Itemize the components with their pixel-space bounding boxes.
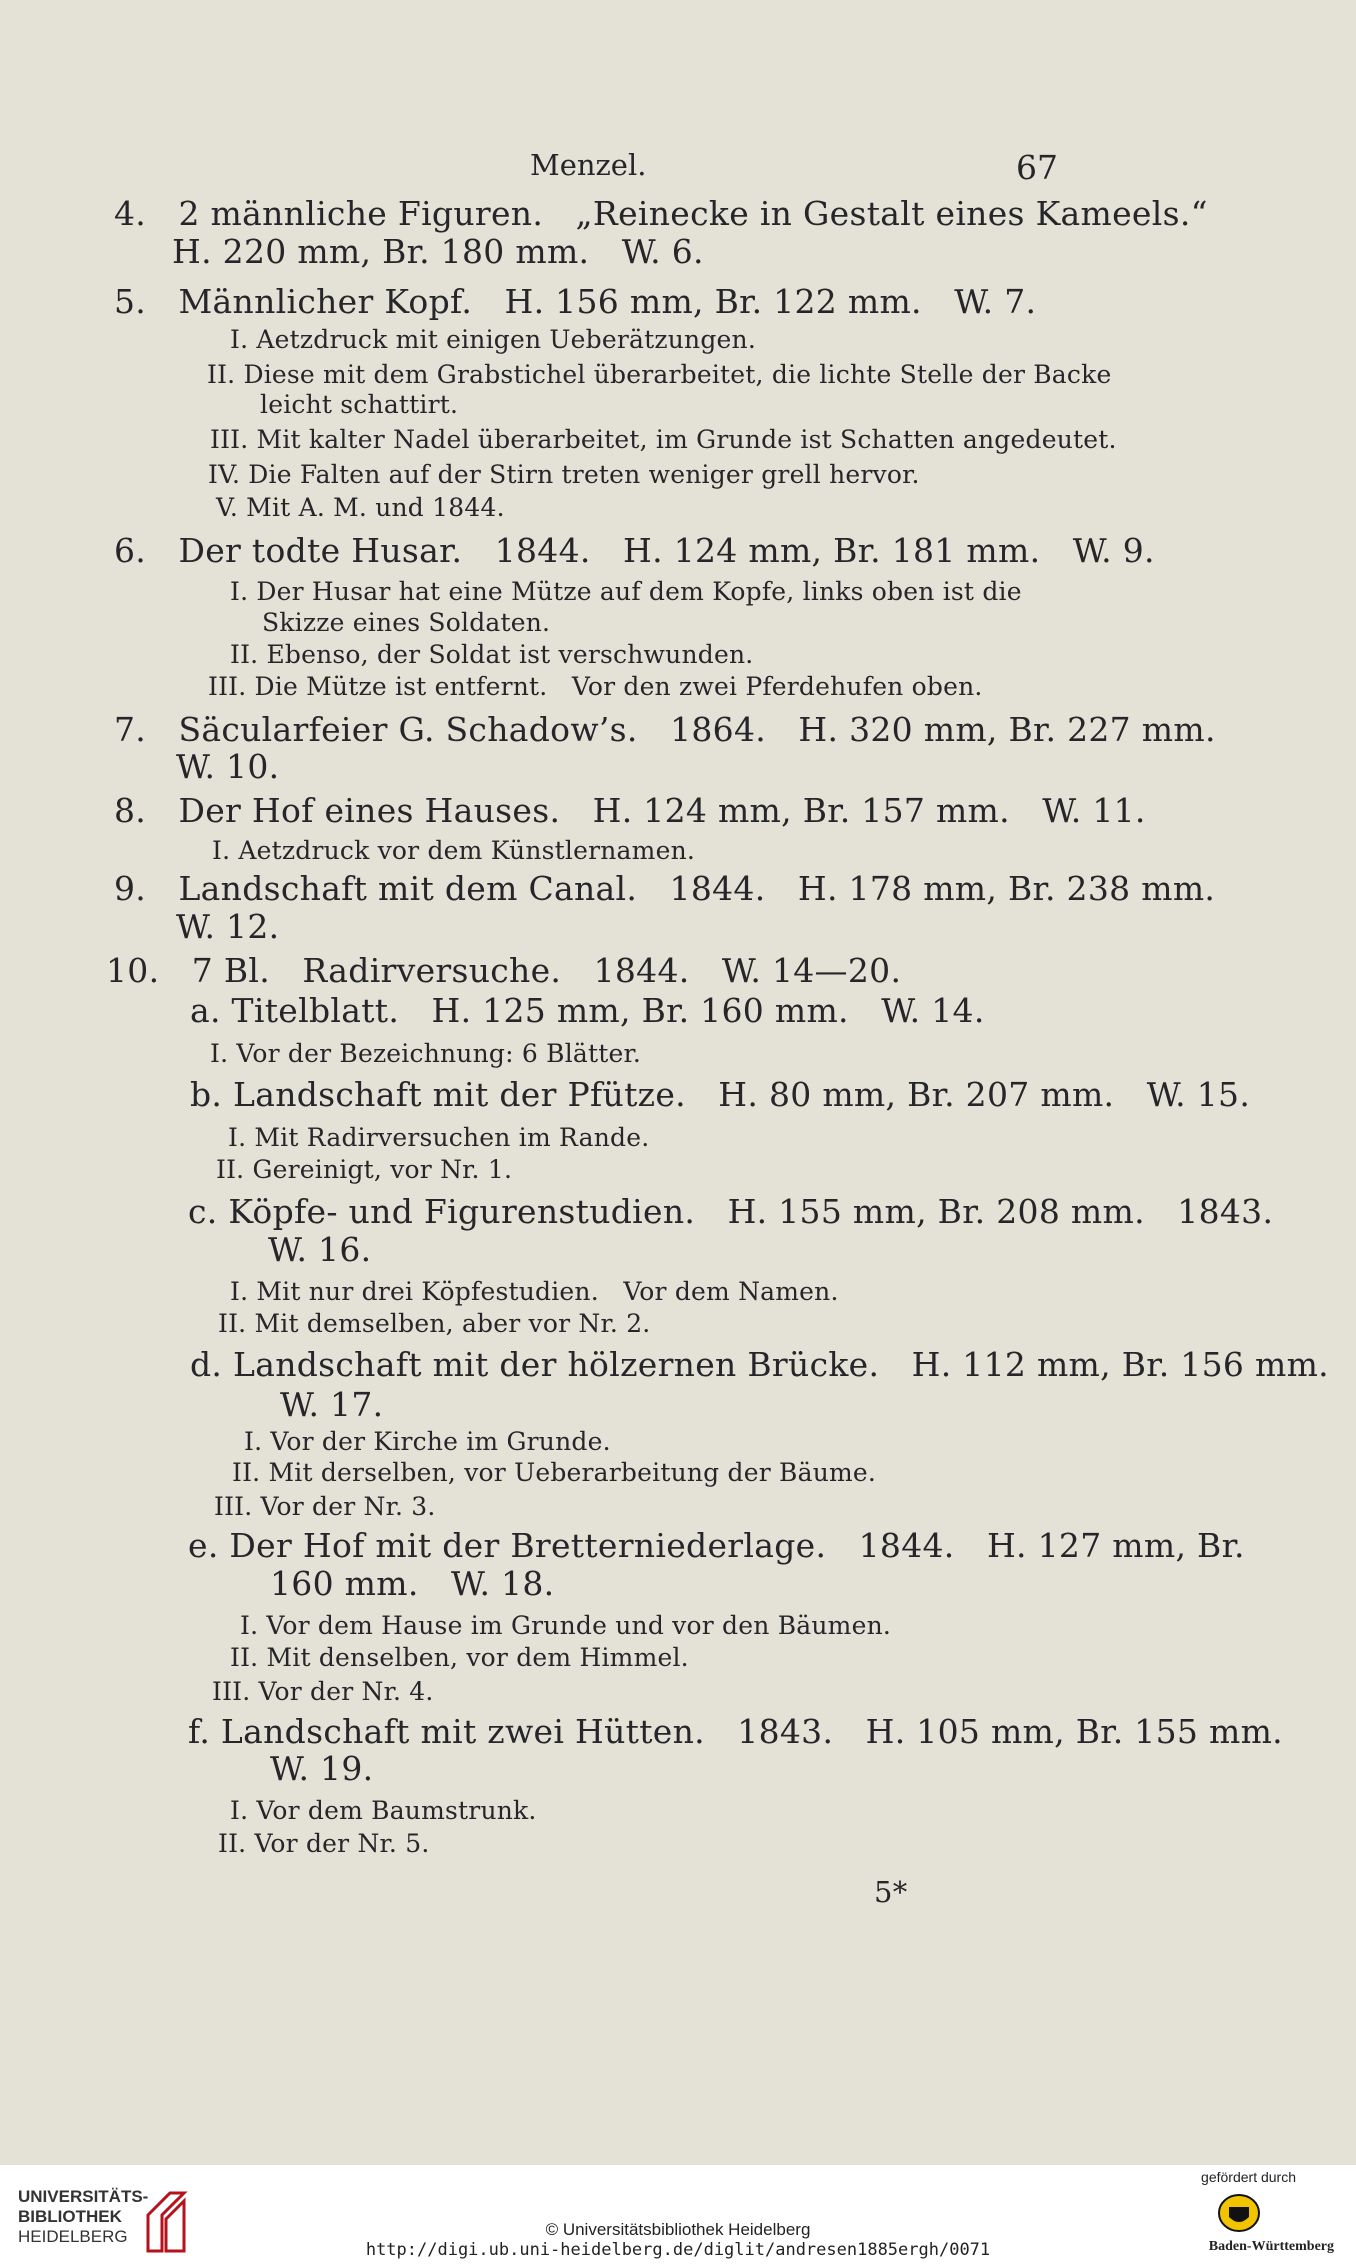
catalog-entry-line: 10. 7 Bl. Radirversuche. 1844. W. 14—20.	[106, 951, 902, 990]
state-description-line: II. Mit demselben, aber vor Nr. 2.	[218, 1309, 651, 1338]
state-description-line: I. Der Husar hat eine Mütze auf dem Kopfe, links oben ist die	[230, 577, 1022, 606]
catalog-entry-line: W. 16.	[268, 1230, 372, 1269]
catalog-entry-line: H. 220 mm, Br. 180 mm. W. 6.	[172, 232, 704, 271]
state-description-line: III. Vor der Nr. 3.	[214, 1492, 436, 1521]
catalog-entry-line: a. Titelblatt. H. 125 mm, Br. 160 mm. W. 14.	[190, 991, 985, 1030]
library-name-line1: UNIVERSITÄTS-	[18, 2187, 149, 2206]
state-description-line: I. Mit nur drei Köpfestudien. Vor dem Namen.	[230, 1277, 839, 1306]
copyright-text: © Universitätsbibliothek Heidelberg	[545, 2220, 811, 2239]
catalog-entry-line: d. Landschaft mit der hölzernen Brücke. H. 112 mm, Br. 156 mm.	[190, 1345, 1329, 1384]
catalog-entry-line: 4. 2 männliche Figuren. „Reinecke in Gestalt eines Kameels.“	[114, 194, 1208, 233]
state-description-line: II. Mit denselben, vor dem Himmel.	[230, 1643, 689, 1672]
catalog-entry-line: W. 10.	[176, 747, 280, 786]
footer-bar	[0, 2165, 1356, 2265]
page-number: 67	[1016, 148, 1058, 187]
state-description-line: I. Vor dem Hause im Grunde und vor den Bäumen.	[240, 1611, 892, 1640]
state-description-line: V. Mit A. M. und 1844.	[216, 493, 505, 522]
library-name-line2: BIBLIOTHEK	[18, 2207, 122, 2226]
catalog-entry-line: W. 12.	[176, 907, 280, 946]
catalog-entry-line: 8. Der Hof eines Hauses. H. 124 mm, Br. 157 mm. W. 11.	[114, 791, 1146, 830]
sponsor-note: gefördert durch	[1201, 2169, 1296, 2185]
state-description-line: II. Vor der Nr. 5.	[218, 1829, 430, 1858]
state-description-line: IV. Die Falten auf der Stirn treten weniger grell hervor.	[208, 460, 920, 489]
state-description-line: I. Vor dem Baumstrunk.	[230, 1796, 537, 1825]
sponsor-name: Baden-Württemberg	[1208, 2239, 1334, 2254]
catalog-entry-line: f. Landschaft mit zwei Hütten. 1843. H. 105 mm, Br. 155 mm.	[188, 1712, 1283, 1751]
state-description-line: II. Mit derselben, vor Ueberarbeitung der Bäume.	[232, 1458, 877, 1487]
state-description-line: III. Vor der Nr. 4.	[212, 1677, 434, 1706]
catalog-entry-line: 6. Der todte Husar. 1844. H. 124 mm, Br. 181 mm. W. 9.	[114, 531, 1155, 570]
catalog-entry-line: 7. Säcularfeier G. Schadow’s. 1864. H. 320 mm, Br. 227 mm.	[114, 710, 1216, 749]
catalog-entry-line: c. Köpfe- und Figurenstudien. H. 155 mm, Br. 208 mm. 1843.	[188, 1192, 1274, 1231]
state-description-line: III. Die Mütze ist entfernt. Vor den zwei Pferdehufen oben.	[208, 672, 983, 701]
state-description-line: Skizze eines Soldaten.	[262, 608, 551, 637]
signature-mark: 5*	[874, 1875, 908, 1909]
catalog-entry-line: 160 mm. W. 18.	[270, 1564, 555, 1603]
state-description-line: III. Mit kalter Nadel überarbeitet, im Grunde ist Schatten angedeutet.	[210, 425, 1117, 454]
catalog-entry-line: 5. Männlicher Kopf. H. 156 mm, Br. 122 mm. W. 7.	[114, 282, 1037, 321]
state-description-line: I. Vor der Kirche im Grunde.	[244, 1427, 611, 1456]
state-description-line: I. Vor der Bezeichnung: 6 Blätter.	[210, 1039, 642, 1068]
running-title: Menzel.	[530, 148, 647, 182]
catalog-entry-line: b. Landschaft mit der Pfütze. H. 80 mm, Br. 207 mm. W. 15.	[190, 1075, 1251, 1114]
state-description-line: I. Aetzdruck mit einigen Ueberätzungen.	[230, 325, 757, 354]
library-name-line3: HEIDELBERG	[18, 2227, 128, 2246]
catalog-entry-line: W. 17.	[280, 1385, 384, 1424]
state-description-line: I. Mit Radirversuchen im Rande.	[228, 1123, 650, 1152]
state-description-line: II. Gereinigt, vor Nr. 1.	[216, 1155, 513, 1184]
state-description-line: leicht schattirt.	[260, 390, 459, 419]
catalog-entry-line: W. 19.	[270, 1749, 374, 1788]
catalog-entry-line: e. Der Hof mit der Bretterniederlage. 1844. H. 127 mm, Br.	[188, 1526, 1245, 1565]
state-description-line: II. Diese mit dem Grabstichel überarbeitet, die lichte Stelle der Backe	[207, 360, 1112, 389]
state-description-line: II. Ebenso, der Soldat ist verschwunden.	[230, 640, 754, 669]
state-description-line: I. Aetzdruck vor dem Künstlernamen.	[212, 836, 696, 865]
catalog-entry-line: 9. Landschaft mit dem Canal. 1844. H. 178 mm, Br. 238 mm.	[114, 869, 1216, 908]
permalink-url[interactable]: http://digi.ub.uni-heidelberg.de/diglit/andresen1885ergh/0071	[365, 2240, 991, 2260]
state-coat-of-arms-icon	[1217, 2191, 1261, 2235]
